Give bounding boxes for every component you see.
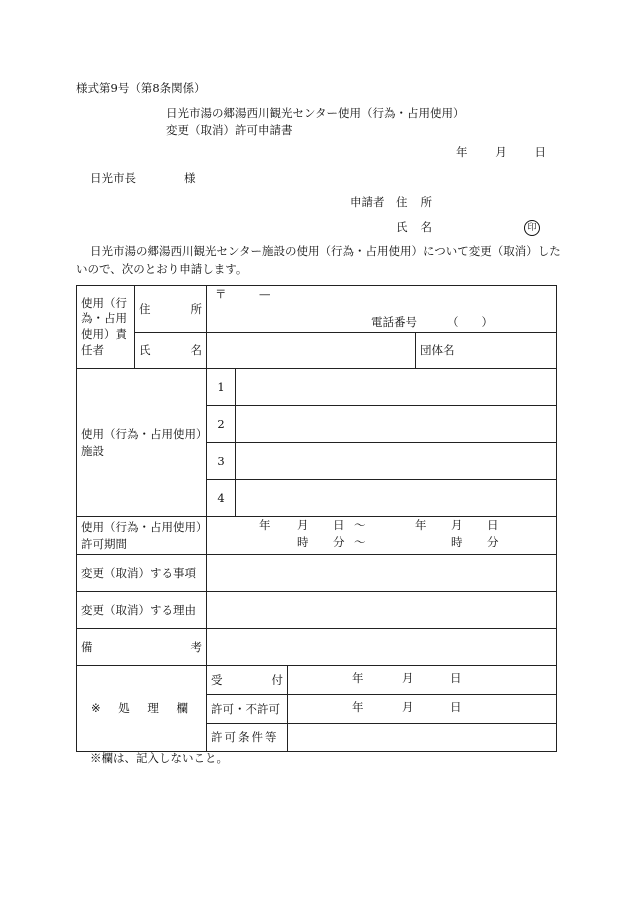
reception-month: 月 — [402, 671, 414, 685]
date-day: 日 — [534, 145, 546, 159]
intro-text-line-2: いので、次のとおり申請します。 — [76, 262, 248, 276]
permission-day: 日 — [450, 700, 462, 714]
address-label-cell — [135, 286, 207, 333]
conditions-label: 許可条件等 — [211, 730, 279, 745]
char: ※ — [91, 701, 101, 716]
name-label-cell — [135, 333, 207, 369]
form-number: 様式第9号（第8条関係） — [76, 81, 206, 95]
intro-text-line-1: 日光市湯の郷湯西川観光センター施設の使用（行為・占用使用）について変更（取消）した — [90, 244, 561, 258]
date-year: 年 — [456, 145, 468, 159]
change-item-label-cell — [77, 555, 207, 592]
application-table — [76, 285, 557, 752]
char: 名 — [190, 343, 202, 358]
facility-label-line-2: 施設 — [81, 443, 104, 458]
facility-field-4[interactable] — [236, 480, 557, 517]
postal-mark: 〒 — [215, 287, 227, 301]
title-line-1: 日光市湯の郷湯西川観光センター使用（行為・占用使用） — [166, 106, 465, 120]
char: 備 — [81, 639, 93, 654]
applicant-address-label — [396, 196, 432, 210]
reception-year: 年 — [352, 671, 364, 685]
period-tilde-1: ～ — [354, 518, 366, 532]
title-line-2: 変更（取消）許可申請書 — [166, 123, 293, 137]
char: 名 — [420, 220, 432, 234]
period-label-cell — [77, 517, 207, 555]
char: 理 — [147, 701, 159, 716]
permission-label: 許可・不許可 — [211, 701, 280, 716]
addressee-honorific: 様 — [184, 171, 196, 185]
processing-label-cell — [77, 666, 207, 752]
permission-month: 月 — [402, 700, 414, 714]
responsible-label-cell — [77, 286, 135, 369]
facility-field-1[interactable] — [236, 369, 557, 406]
address-field[interactable] — [207, 286, 557, 333]
group-label-cell — [416, 333, 557, 369]
conditions-field[interactable] — [288, 724, 557, 752]
facility-number-2: 2 — [207, 406, 236, 443]
change-item-field[interactable] — [207, 555, 557, 592]
postal-dash: — — [259, 287, 271, 301]
facility-field-2[interactable] — [236, 406, 557, 443]
period-field[interactable] — [207, 517, 557, 555]
facility-number-4: 4 — [207, 480, 236, 517]
period-tilde-2: ～ — [354, 535, 366, 549]
seal-icon: 印 — [524, 220, 540, 236]
period-label-line-2: 許可期間 — [81, 536, 127, 551]
addressee-name: 日光市長 — [90, 171, 136, 185]
change-reason-label-cell — [77, 592, 207, 629]
char: 住 — [139, 301, 151, 316]
reception-label-cell — [207, 666, 288, 695]
group-label: 団体名 — [420, 343, 455, 358]
period-start-year: 年 — [259, 518, 271, 532]
date-line — [456, 146, 546, 160]
permission-date-field[interactable] — [288, 695, 557, 724]
permission-year: 年 — [352, 700, 364, 714]
phone-label: 電話番号 — [371, 315, 417, 329]
period-start-day: 日 — [333, 518, 345, 532]
period-end-month: 月 — [451, 518, 463, 532]
phone-parens: （ ） — [447, 315, 493, 329]
char: 所 — [190, 301, 202, 316]
conditions-label-cell — [207, 724, 288, 752]
change-item-label: 変更（取消）する事項 — [81, 565, 196, 580]
change-reason-field[interactable] — [207, 592, 557, 629]
char: 住 — [396, 195, 408, 209]
char: 考 — [190, 639, 202, 654]
seal-mark — [524, 220, 540, 236]
remarks-field[interactable] — [207, 629, 557, 666]
reception-day: 日 — [450, 671, 462, 685]
applicant-name-label — [396, 221, 432, 235]
period-end-year: 年 — [415, 518, 427, 532]
period-start-minute: 分 — [333, 535, 345, 549]
remarks-label-cell — [77, 629, 207, 666]
char: 処 — [118, 701, 130, 716]
char: 氏 — [396, 220, 408, 234]
char: 受 — [211, 672, 223, 687]
facility-label-line-1: 使用（行為・占用使用） — [81, 426, 208, 441]
applicant-label: 申請者 — [350, 195, 385, 209]
facility-field-3[interactable] — [236, 443, 557, 480]
char: 付 — [271, 672, 283, 687]
facility-number-1: 1 — [207, 369, 236, 406]
char: 氏 — [139, 343, 151, 358]
change-reason-label: 変更（取消）する理由 — [81, 602, 196, 617]
period-start-month: 月 — [297, 518, 309, 532]
date-month: 月 — [495, 145, 507, 159]
facility-number-3: 3 — [207, 443, 236, 480]
facility-label-cell — [77, 369, 207, 517]
period-start-hour: 時 — [297, 535, 309, 549]
permission-label-cell — [207, 695, 288, 724]
period-label-line-1: 使用（行為・占用使用） — [81, 519, 208, 534]
period-end-day: 日 — [487, 518, 499, 532]
footnote: ※欄は、記入しないこと。 — [90, 751, 228, 765]
period-end-hour: 時 — [451, 535, 463, 549]
char: 所 — [420, 195, 432, 209]
responsible-label: 使用（行為・占用使用）責任者 — [81, 295, 127, 357]
name-field[interactable] — [207, 333, 416, 369]
period-end-minute: 分 — [487, 535, 499, 549]
reception-date-field[interactable] — [288, 666, 557, 695]
char: 欄 — [176, 701, 188, 716]
